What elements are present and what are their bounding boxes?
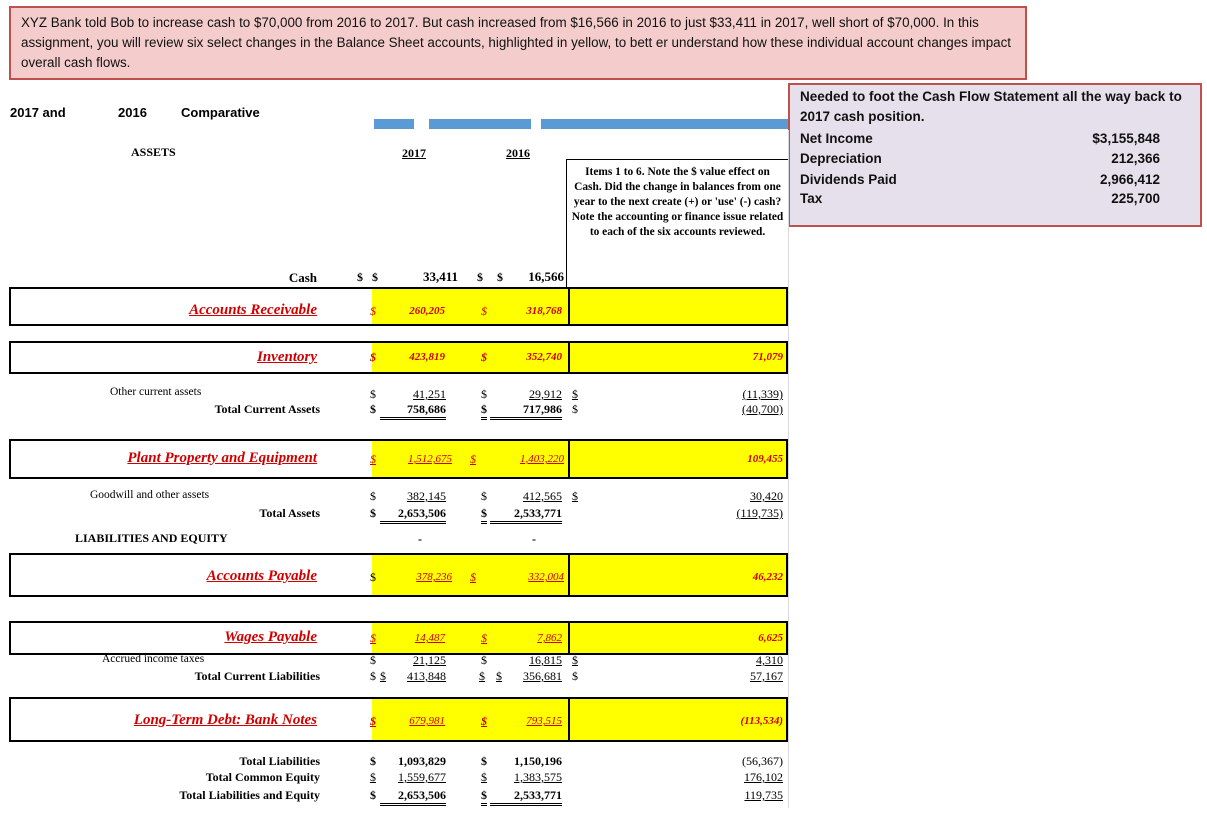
ar-label: Accounts Receivable <box>189 302 317 318</box>
accrued-dollar-3: $ <box>572 653 578 667</box>
total-equity-change: 176,102 <box>744 770 783 784</box>
other-ca-dollar-3: $ <box>572 387 578 401</box>
goodwill-2016: 412,565 <box>523 489 562 503</box>
col-2016-heading: 2016 <box>506 146 530 160</box>
inventory-2017: 423,819 <box>409 351 445 363</box>
side-tax-value: 225,700 <box>1111 191 1160 206</box>
wages-change: 6,625 <box>758 632 783 644</box>
liab-dash-2: - <box>532 532 536 546</box>
header-bar-2 <box>429 119 531 129</box>
total-assets-2016: 2,533,771 <box>490 506 562 524</box>
wages-dollar-1: $ <box>370 631 376 645</box>
total-cl-change: 57,167 <box>750 669 783 683</box>
total-cl-dollar-5: $ <box>572 669 578 683</box>
total-equity-label: Total Common Equity <box>205 770 320 784</box>
other-ca-dollar-1: $ <box>370 387 376 401</box>
ltd-change: (113,534) <box>740 715 783 727</box>
cash-2016: 16,566 <box>528 269 564 284</box>
total-cl-label: Total Current Liabilities <box>194 669 320 683</box>
total-liab-2017: 1,093,829 <box>398 754 446 768</box>
cash-dollar-2: $ <box>372 270 378 284</box>
ppe-dollar-1: $ <box>370 452 376 466</box>
side-panel-title: Needed to foot the Cash Flow Statement all the way back to 2017 cash position. <box>800 89 1182 124</box>
total-cl-dollar-2: $ <box>380 669 386 683</box>
ppe-change: 109,455 <box>747 453 783 465</box>
total-ca-dollar-3: $ <box>572 402 578 416</box>
intro-note: XYZ Bank told Bob to increase cash to $70,000 from 2016 to 2017. But cash increased from $16,566 in 2016 to just $33,411 in 2017, well short of $70,000. In this assignment, you will review six select changes in the Balance Sheet accounts, highlighted in yellow, to bett er understand how these individual account changes impact overall cash flows. <box>9 6 1027 80</box>
inventory-dollar-2: $ <box>481 350 487 364</box>
total-liab-dollar-1: $ <box>370 754 376 768</box>
total-ca-2016: 717,986 <box>490 402 562 420</box>
cash-dollar-1: $ <box>357 270 363 284</box>
side-net-income-value: $3,155,848 <box>1092 131 1160 146</box>
total-assets-2017: 2,653,506 <box>380 506 446 524</box>
ar-dollar-1: $ <box>370 304 376 318</box>
side-dividends-value: 2,966,412 <box>1099 172 1160 187</box>
total-le-label: Total Liabilities and Equity <box>179 788 320 802</box>
other-ca-dollar-2: $ <box>481 387 487 401</box>
cash-label: Cash <box>288 270 317 285</box>
ar-2017: 260,205 <box>409 305 445 317</box>
ppe-label: Plant Property and Equipment <box>127 450 317 466</box>
ar-dollar-2: $ <box>481 304 487 318</box>
goodwill-change: 30,420 <box>750 489 783 503</box>
side-tax-label: Tax <box>800 191 823 206</box>
total-le-2017: 2,653,506 <box>380 788 446 806</box>
goodwill-dollar-2: $ <box>481 489 487 503</box>
goodwill-label: Goodwill and other assets <box>90 489 210 501</box>
ltd-dollar-2: $ <box>481 714 487 728</box>
col-2017-heading: 2017 <box>402 146 426 160</box>
wages-dollar-2: $ <box>481 631 487 645</box>
inventory-dollar-1: $ <box>370 350 376 364</box>
total-equity-dollar-2: $ <box>481 770 487 784</box>
inventory-2016: 352,740 <box>526 351 562 363</box>
ltd-2017: 679,981 <box>409 715 445 727</box>
ar-change-cell <box>568 287 788 326</box>
inventory-change: 71,079 <box>752 351 783 363</box>
ap-2017: 378,236 <box>416 571 452 583</box>
total-ca-dollar-1: $ <box>370 402 376 416</box>
ap-dollar-1: $ <box>370 570 376 584</box>
header-bar-3 <box>541 119 788 129</box>
total-le-dollar-1: $ <box>370 788 376 802</box>
accrued-dollar-2: $ <box>481 653 487 667</box>
cash-2017: 33,411 <box>422 269 458 284</box>
total-cl-dollar-4: $ <box>496 669 502 683</box>
ap-change: 46,232 <box>752 571 783 583</box>
wages-label: Wages Payable <box>224 629 317 645</box>
total-cl-dollar-3: $ <box>479 669 485 683</box>
total-liab-label: Total Liabilities <box>239 754 320 768</box>
cash-dollar-4: $ <box>497 270 503 284</box>
total-assets-change: (119,735) <box>736 506 783 520</box>
assets-heading: ASSETS <box>131 145 176 159</box>
ap-dollar-2: $ <box>470 570 476 584</box>
total-le-2016: 2,533,771 <box>490 788 562 806</box>
goodwill-dollar-1: $ <box>370 489 376 503</box>
accrued-change: 4,310 <box>756 653 783 667</box>
ltd-label: Long-Term Debt: Bank Notes <box>133 712 317 728</box>
ppe-2016: 1,403,220 <box>520 453 564 465</box>
total-ca-label: Total Current Assets <box>214 402 320 416</box>
total-liab-2016: 1,150,196 <box>514 754 562 768</box>
ar-2016: 318,768 <box>526 305 562 317</box>
accrued-dollar-1: $ <box>370 653 376 667</box>
sheet-edge-line <box>788 130 789 808</box>
total-equity-2016: 1,383,575 <box>514 770 562 784</box>
accrued-2016: 16,815 <box>529 653 562 667</box>
header-year-2017: 2017 and <box>10 105 66 120</box>
total-assets-dollar-1: $ <box>370 506 376 520</box>
total-ca-dollar-2: $ <box>481 402 487 420</box>
total-cl-2017: 413,848 <box>407 669 446 683</box>
total-assets-dollar-2: $ <box>481 506 487 524</box>
liabilities-equity-heading: LIABILITIES AND EQUITY <box>75 531 228 545</box>
side-depreciation-value: 212,366 <box>1111 151 1160 166</box>
ltd-2016: 793,515 <box>526 715 562 727</box>
header-year-2016: 2016 <box>118 105 147 120</box>
total-liab-change: (56,367) <box>742 754 783 768</box>
total-ca-2017: 758,686 <box>380 402 446 420</box>
other-ca-label: Other current assets <box>110 386 202 398</box>
cash-dollar-3: $ <box>477 270 483 284</box>
total-le-dollar-2: $ <box>481 788 487 806</box>
ltd-dollar-1: $ <box>370 714 376 728</box>
inventory-label: Inventory <box>257 349 317 365</box>
total-liab-dollar-2: $ <box>481 754 487 768</box>
accrued-2017: 21,125 <box>413 653 446 667</box>
other-ca-2016: 29,912 <box>529 387 562 401</box>
side-net-income-label: Net Income <box>800 131 873 146</box>
ap-label: Accounts Payable <box>206 568 317 584</box>
total-equity-2017: 1,559,677 <box>398 770 446 784</box>
total-equity-dollar-1: $ <box>370 770 376 784</box>
liab-dash-1: - <box>418 532 422 546</box>
ppe-dollar-2: $ <box>470 452 476 466</box>
side-panel <box>788 83 1202 227</box>
ap-2016: 332,004 <box>528 571 564 583</box>
total-cl-2016: 356,681 <box>523 669 562 683</box>
goodwill-2017: 382,145 <box>407 489 446 503</box>
other-ca-change: (11,339) <box>742 387 783 401</box>
other-ca-2017: 41,251 <box>413 387 446 401</box>
ppe-2017: 1,512,675 <box>408 453 452 465</box>
accrued-label: Accrued income taxes <box>102 653 205 665</box>
wages-2016: 7,862 <box>537 632 562 644</box>
wages-2017: 14,487 <box>414 632 445 644</box>
instructions-box: Items 1 to 6. Note the $ value effect on Cash. Did the change in balances from one year to the next create (+) or 'use' (-) cash? Note the accounting or finance issue related to each of the six accounts reviewed. <box>566 159 788 290</box>
goodwill-dollar-3: $ <box>572 489 578 503</box>
header-comparative: Comparative <box>181 105 260 120</box>
side-depreciation-label: Depreciation <box>800 151 882 166</box>
header-bar-1 <box>374 119 414 129</box>
side-dividends-label: Dividends Paid <box>800 172 897 187</box>
total-cl-dollar-1: $ <box>370 669 376 683</box>
total-le-change: 119,735 <box>744 788 783 802</box>
total-ca-change: (40,700) <box>742 402 783 416</box>
total-assets-label: Total Assets <box>259 506 320 520</box>
